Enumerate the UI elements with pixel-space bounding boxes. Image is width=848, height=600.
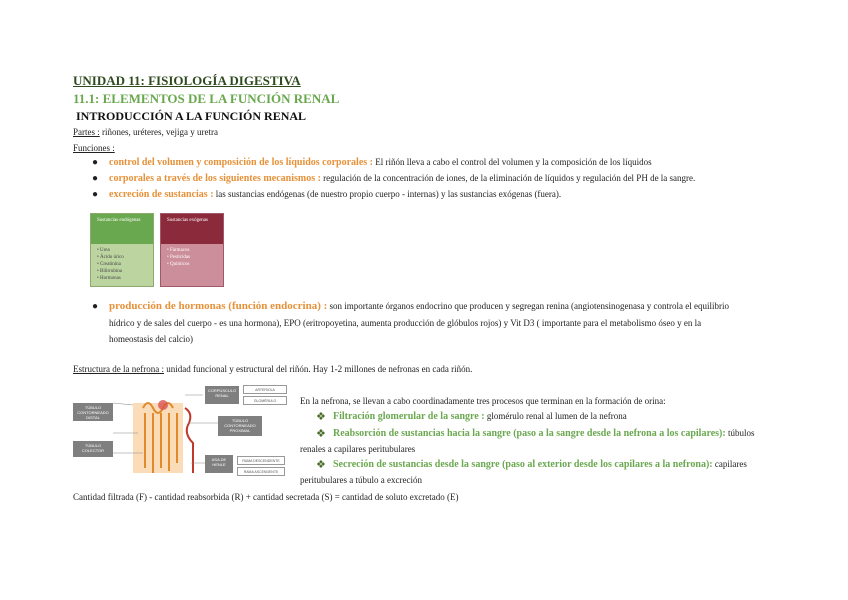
funcion-bold: corporales a través de los siguientes mecanismos : <box>109 173 321 184</box>
endogenas-item: • Bilirrubina <box>97 269 122 274</box>
funcion-text: las sustancias endógenas (de nuestro propio cuerpo - internas) y las sustancias exógenas (fuera). <box>213 189 562 199</box>
procesos-intro: En la nefrona, se llevan a cabo coordinadamente tres procesos que terminan en la formación de orina: <box>300 396 666 406</box>
proceso-2 <box>333 428 754 439</box>
hormonas-line2: hídrico y de sales del cuerpo - es una hormona), EPO (eritropoyetina, aumenta producción de glóbulos rojos) y Vit D3 ( importante para el metabolismo óseo y en la <box>109 318 702 328</box>
funcion-bold: excreción de sustancias : <box>109 189 214 200</box>
funciones-label: Funciones : <box>73 143 115 153</box>
exogenas-box <box>160 213 224 287</box>
funcion-text: regulación de la concentración de iones, de la eliminación de líquidos y regulación del PH de la sangre. <box>320 173 696 183</box>
diagram-label-henle: ASA DE HENLE <box>205 455 233 473</box>
bullet-icon: ● <box>92 301 99 312</box>
nefrona-label: Estructura de la nefrona : <box>73 364 164 374</box>
endogenas-item: • Creatinina <box>97 262 121 267</box>
partes-text: riñones, uréteres, vejiga y uretra <box>99 127 218 137</box>
diagram-label-distal: TÚBULO CONTORNEADO DISTAL <box>73 403 113 421</box>
partes-label: Partes : <box>73 127 100 137</box>
proceso-3 <box>333 459 747 470</box>
diagram-label-colector: TÚBULO COLECTOR <box>73 441 113 457</box>
unit-title: UNIDAD 11: FISIOLOGÍA DIGESTIVA <box>73 73 301 88</box>
bullet-icon: ● <box>92 157 99 168</box>
diagram-small-descendente: RAMA DESCENDENTE <box>237 456 285 465</box>
proceso-bold: Reabsorción de sustancias hacia la sangre (paso a la sangre desde la nefrona a los capilares): <box>333 428 726 439</box>
nefrona-text: unidad funcional y estructural del riñón. Hay 1-2 millones de nefronas en cada riñón. <box>163 364 473 374</box>
funcion-text: El riñón lleva a cabo el control del volumen y la composición de los líquidos <box>373 157 652 167</box>
nephron-diagram <box>73 383 295 483</box>
diagram-label-corpusculo: CORPÚSCULO RENAL <box>205 386 239 404</box>
nefrona-line <box>73 364 472 374</box>
partes-line <box>73 127 218 137</box>
funcion-item-2 <box>109 173 695 184</box>
proceso-text: glomérulo renal al lumen de la nefrona <box>484 411 627 421</box>
endogenas-item: • Hormonas <box>97 276 121 281</box>
proceso-2-cont: renales a capilares peritubulares <box>300 444 416 454</box>
hormonas-text1: son importante órganos endocrino que producen y segregan renina (angiotensinogenasa y controla el equilibrio <box>327 301 730 311</box>
proceso-3-cont: peritubulares a túbulo a excreción <box>300 475 422 485</box>
diagram-label-proximal: TÚBULO CONTORNEADO PROXIMAL <box>218 416 262 436</box>
hormonas-bold: producción de hormonas (función endocrina) : <box>109 300 328 312</box>
section-title: 11.1: ELEMENTOS DE LA FUNCIÓN RENAL <box>73 91 340 106</box>
subsection-title: INTRODUCCIÓN A LA FUNCIÓN RENAL <box>76 109 307 123</box>
proceso-text: capilares <box>712 459 747 469</box>
exogenas-item: • Fármacos <box>167 248 190 253</box>
funcion-bold: control del volumen y composición de los líquidos corporales : <box>109 157 373 168</box>
hormonas-line3: homeostasis del calcio) <box>109 334 193 344</box>
exogenas-item: • Químicos <box>167 262 190 267</box>
endogenas-title: Sustancias endógenas <box>91 214 153 244</box>
exogenas-title: Sustancias exógenas <box>161 214 223 244</box>
proceso-bold: Filtración glomerular de la sangre : <box>333 411 485 422</box>
diagram-small-arteriola: ARTERIOLA <box>243 385 287 394</box>
endogenas-item: • Ácido úrico <box>97 255 124 260</box>
proceso-text: túbulos <box>725 428 755 438</box>
diagram-small-ascendente: RAMA ASCENDENTE <box>237 467 285 476</box>
endogenas-box <box>90 213 154 287</box>
funcion-item-1 <box>109 157 652 168</box>
bullet-icon: ● <box>92 173 99 184</box>
diamond-bullet-icon: ❖ <box>316 411 326 423</box>
formula: Cantidad filtrada (F) - cantidad reabsorbida (R) + cantidad secretada (S) = cantidad de soluto excretado (E) <box>73 492 459 502</box>
proceso-1 <box>333 411 627 422</box>
bullet-icon: ● <box>92 189 99 200</box>
endogenas-item: • Urea <box>97 248 110 253</box>
exogenas-item: • Pesticidas <box>167 255 191 260</box>
diamond-bullet-icon: ❖ <box>316 428 326 440</box>
diamond-bullet-icon: ❖ <box>316 459 326 471</box>
funcion-item-3 <box>109 189 561 200</box>
diagram-small-glomerulo: GLOMÉRULO <box>243 396 287 405</box>
proceso-bold: Secreción de sustancias desde la sangre (paso al exterior desde los capilares a la nefrona): <box>333 459 713 470</box>
hormonas-line1 <box>109 300 729 312</box>
